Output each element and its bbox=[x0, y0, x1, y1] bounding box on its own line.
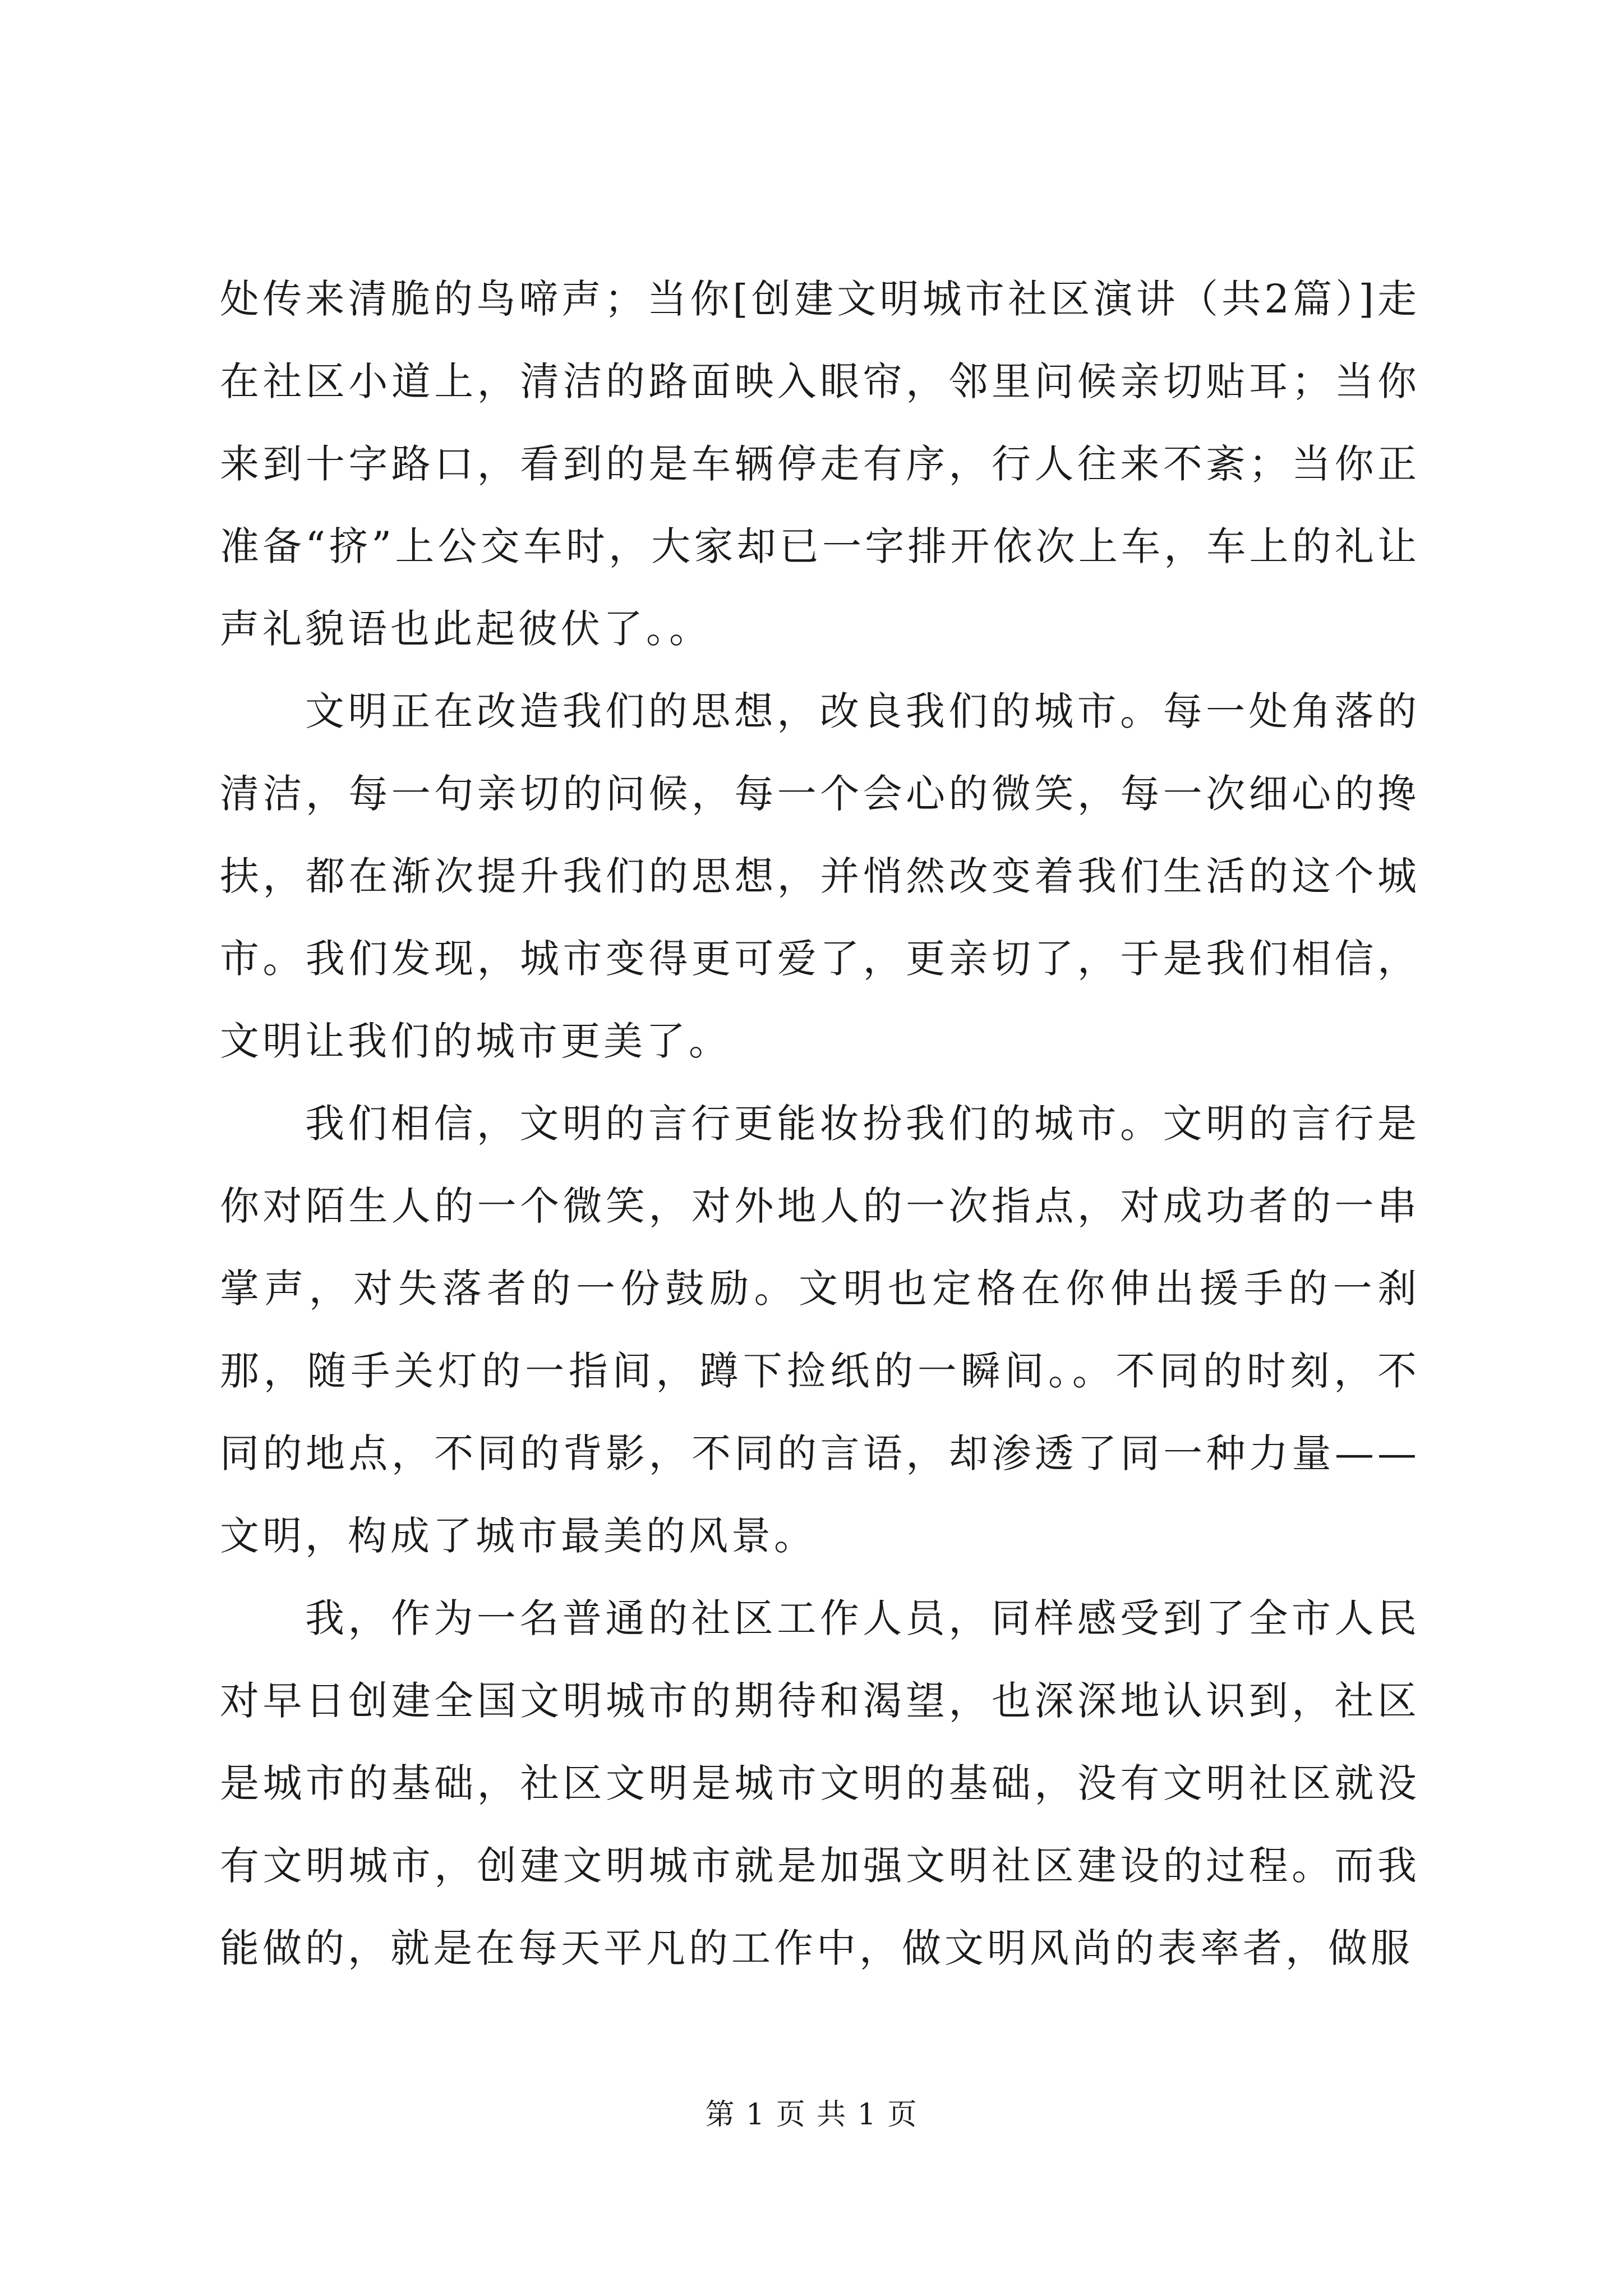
paragraph-1: 处传来清脆的鸟啼声；当你[创建文明城市社区演讲（共2篇）]走在社区小道上，清洁的路面映入眼帘，邻里问候亲切贴耳；当你来到十字路口，看到的是车辆停走有序，行人往来不紊；当你正准备“挤”上公交车时，大家却已一字排开依次上车，车上的礼让声礼貌语也此起彼伏了。。 bbox=[220, 276, 1420, 652]
document-body bbox=[220, 258, 1420, 1990]
paragraph-3: 我们相信，文明的言行更能妆扮我们的城市。文明的言行是你对陌生人的一个微笑，对外地人的一次指点，对成功者的一串掌声，对失落者的一份鼓励。文明也定格在你伸出援手的一刹那，随手关灯的一指间，蹲下捡纸的一瞬间。。不同的时刻，不同的地点，不同的背影，不同的言语，却渗透了同一种力量——文明，构成了城市最美的风景。 bbox=[220, 1101, 1420, 1559]
page-number-footer: 第 1 页 共 1 页 bbox=[705, 2098, 918, 2132]
paragraph-4: 我，作为一名普通的社区工作人员，同样感受到了全市人民对早日创建全国文明城市的期待和渴望，也深深地认识到，社区是城市的基础，社区文明是城市文明的基础，没有文明社区就没有文明城市，创建文明城市就是加强文明社区建设的过程。而我能做的，就是在每天平凡的工作中，做文明风尚的表率者，做服 bbox=[220, 1595, 1420, 1971]
paragraph-2: 文明正在改造我们的思想，改良我们的城市。每一处角落的清洁，每一句亲切的问候，每一个会心的微笑，每一次细心的搀扶，都在渐次提升我们的思想，并悄然改变着我们生活的这个城市。我们发现，城市变得更可爱了，更亲切了，于是我们相信，文明让我们的城市更美了。 bbox=[220, 688, 1420, 1064]
